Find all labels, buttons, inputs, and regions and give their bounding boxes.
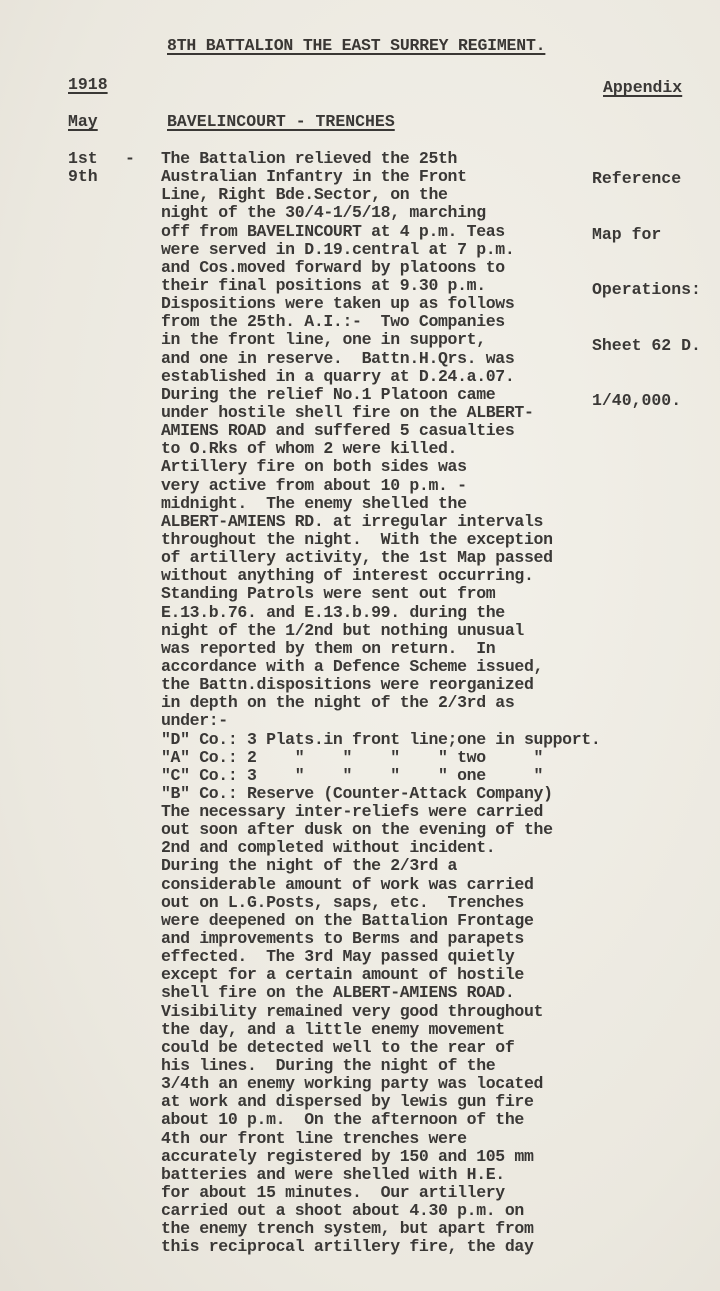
diary-text-line: Standing Patrols were sent out from	[161, 584, 496, 604]
diary-text-line: very active from about 10 p.m. -	[161, 475, 467, 495]
diary-text-line: Line, Right Bde.Sector, on the	[161, 185, 448, 205]
date-end: 9th	[68, 167, 98, 186]
diary-text-line: from the 25th. A.I.:- Two Companies	[161, 312, 505, 332]
diary-text-line: During the relief No.1 Platoon came	[161, 384, 496, 404]
appendix-column-heading: Appendix	[603, 78, 683, 97]
diary-entry-body	[161, 150, 600, 1257]
diary-text-line: to O.Rks of whom 2 were killed.	[161, 439, 458, 459]
diary-text-line: in the front line, one in support,	[161, 330, 486, 350]
diary-text-line: "B" Co.: Reserve (Counter-Attack Company)	[161, 783, 553, 803]
date-range	[68, 149, 135, 186]
location-heading: BAVELINCOURT - TRENCHES	[167, 112, 395, 131]
date-start: 1st	[68, 149, 98, 168]
diary-text-line: "C" Co.: 3 " " " " one "	[161, 765, 544, 785]
diary-text-line: without anything of interest occurring.	[161, 566, 534, 586]
reference-line: Reference	[592, 169, 682, 188]
diary-text-line: were served in D.19.central at 7 p.m.	[161, 239, 515, 259]
diary-text-line: accordance with a Defence Scheme issued,	[161, 656, 544, 676]
diary-text-line: The Battalion relieved the 25th	[161, 149, 458, 168]
diary-text-line: of artillery activity, the 1st Map passed	[161, 548, 553, 568]
diary-text-line: accurately registered by 150 and 105 mm	[161, 1146, 534, 1166]
diary-text-line: Visibility remained very good throughout	[161, 1001, 544, 1021]
diary-text-line: and improvements to Berms and parapets	[161, 929, 524, 949]
year-label: 1918	[68, 75, 108, 94]
diary-text-line: in depth on the night of the 2/3rd as	[161, 693, 515, 713]
diary-text-line: E.13.b.76. and E.13.b.99. during the	[161, 602, 505, 622]
diary-text-line: off from BAVELINCOURT at 4 p.m. Teas	[161, 221, 505, 241]
diary-text-line: shell fire on the ALBERT-AMIENS ROAD.	[161, 983, 515, 1003]
diary-text-line: under hostile shell fire on the ALBERT-	[161, 402, 534, 422]
diary-text-line: except for a certain amount of hostile	[161, 965, 524, 985]
diary-text-line: 2nd and completed without incident.	[161, 838, 496, 858]
reference-line: 1/40,000.	[592, 391, 682, 410]
document-title: 8TH BATTALION THE EAST SURREY REGIMENT.	[167, 36, 546, 55]
diary-text-line: about 10 p.m. On the afternoon of the	[161, 1110, 524, 1130]
diary-text-line: "D" Co.: 3 Plats.in front line;one in support.	[161, 729, 601, 749]
diary-text-line: "A" Co.: 2 " " " " two "	[161, 747, 544, 767]
diary-text-line: could be detected well to the rear of	[161, 1037, 515, 1057]
diary-text-line: were deepened on the Battalion Frontage	[161, 910, 534, 930]
diary-text-line: at work and dispersed by lewis gun fire	[161, 1092, 534, 1112]
diary-text-line: 4th our front line trenches were	[161, 1128, 467, 1148]
diary-text-line: was reported by them on return. In	[161, 638, 496, 658]
diary-text-line: the day, and a little enemy movement	[161, 1019, 505, 1039]
diary-text-line: night of the 1/2nd but nothing unusual	[161, 620, 524, 640]
diary-text-line: out on L.G.Posts, saps, etc. Trenches	[161, 892, 524, 912]
diary-text-line: considerable amount of work was carried	[161, 874, 534, 894]
diary-text-line: and Cos.moved forward by platoons to	[161, 257, 505, 277]
diary-text-line: ALBERT-AMIENS RD. at irregular intervals	[161, 511, 544, 531]
diary-text-line: the Battn.dispositions were reorganized	[161, 675, 534, 695]
reference-line: Sheet 62 D.	[592, 335, 701, 355]
diary-text-line: effected. The 3rd May passed quietly	[161, 947, 515, 967]
diary-text-line: midnight. The enemy shelled the	[161, 493, 467, 513]
diary-text-line: carried out a shoot about 4.30 p.m. on	[161, 1201, 524, 1221]
reference-line: Map for	[592, 224, 662, 244]
reference-line: Operations:	[592, 280, 701, 299]
diary-text-line: for about 15 minutes. Our artillery	[161, 1183, 505, 1203]
diary-text-line: The necessary inter-reliefs were carried	[161, 802, 544, 822]
diary-text-line: out soon after dusk on the evening of the	[161, 820, 553, 840]
diary-text-line: under:-	[161, 711, 228, 731]
diary-text-line: the enemy trench system, but apart from	[161, 1219, 534, 1239]
diary-text-line: AMIENS ROAD and suffered 5 casualties	[161, 421, 515, 441]
diary-text-line: established in a quarry at D.24.a.07.	[161, 366, 515, 386]
diary-text-line: 3/4th an enemy working party was located	[161, 1074, 544, 1094]
diary-text-line: batteries and were shelled with H.E.	[161, 1164, 505, 1184]
diary-text-line: During the night of the 2/3rd a	[161, 856, 458, 876]
diary-text-line: night of the 30/4-1/5/18, marching	[161, 203, 486, 223]
diary-text-line: Artillery fire on both sides was	[161, 457, 467, 477]
diary-text-line: his lines. During the night of the	[161, 1056, 496, 1076]
map-reference-note	[592, 133, 701, 448]
diary-text-line: throughout the night. With the exception	[161, 529, 553, 549]
diary-text-line: and one in reserve. Battn.H.Qrs. was	[161, 348, 515, 368]
date-separator: -	[125, 149, 135, 168]
month-label: May	[68, 112, 98, 131]
diary-text-line: Australian Infantry in the Front	[161, 167, 467, 187]
diary-text-line: their final positions at 9.30 p.m.	[161, 275, 486, 295]
diary-text-line: this reciprocal artillery fire, the day	[161, 1237, 534, 1257]
diary-text-line: Dispositions were taken up as follows	[161, 294, 515, 314]
